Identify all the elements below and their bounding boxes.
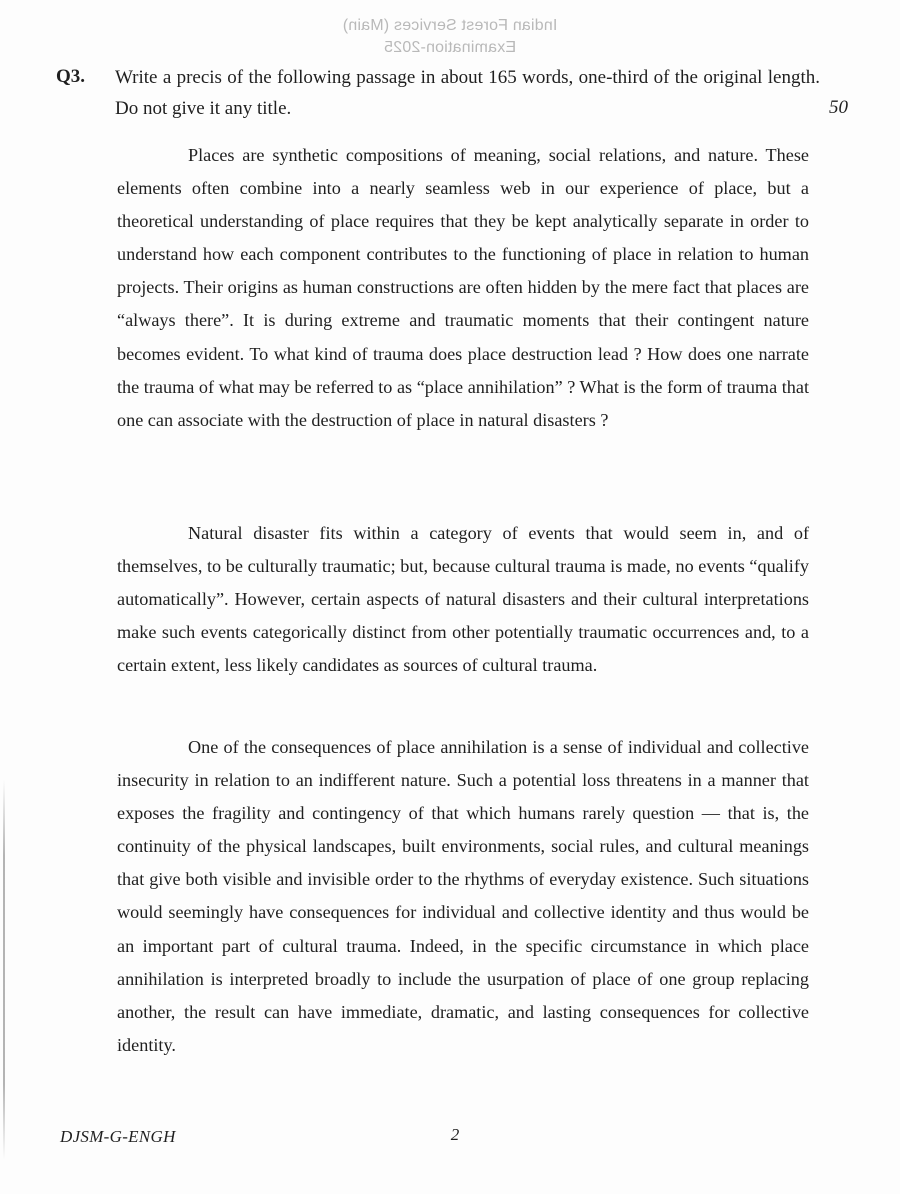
question-marks: 50 — [829, 97, 848, 118]
question-instruction: Write a precis of the following passage in about 165 words, one-third of the original length. Do not give it any title. — [115, 67, 820, 119]
page-edge-shadow — [3, 780, 5, 1160]
bleed-through-header-line2: Examination-2025 — [383, 39, 517, 56]
question-number: Q3. — [56, 66, 86, 87]
passage-paragraph-2: Natural disaster fits within a category of events that would seem in, and of themselves, to be culturally traumatic; but, because cultural trauma is made, no events “qualify automatically”. However, certain aspects of natural disasters and their cultural interpretations make such events categorically distinct from other potentially traumatic occurrences and, to a certain extent, less likely candidates as sources of cultural trauma. — [117, 523, 809, 676]
passage-paragraph-3: One of the consequences of place annihilation is a sense of individual and collective insecurity in relation to an indifferent nature. Such a potential loss threatens in a manner that exposes the fragility and contingency of that which humans rarely question — that is, the continuity of the physical landscapes, built environments, social rules, and cultural meanings that give both visible and invisible order to the rhythms of everyday existence. Such situations would seemingly have consequences for individual and collective identity and thus would be an important part of cultural trauma. Indeed, in the specific circumstance in which place annihilation is interpreted broadly to include the usurpation of place of one group replacing another, the result can have immediate, dramatic, and lasting consequences for collective identity. — [117, 737, 809, 1055]
page-number: 2 — [450, 1125, 460, 1144]
passage-paragraph-1: Places are synthetic compositions of meaning, social relations, and nature. These elements often combine into a nearly seamless web in our experience of place, but a theoretical understanding of place requires that they be kept analytically separate in order to understand how each component contributes to the functioning of place in relation to human projects. Their origins as human constructions are often hidden by the mere fact that places are “always there”. It is during extreme and traumatic moments that their contingent nature becomes evident. To what kind of trauma does place destruction lead ? How does one narrate the trauma of what may be referred to as “place annihilation” ? What is the form of trauma that one can associate with the destruction of place in natural disasters ? — [117, 145, 809, 430]
paper-code: DJSM-G-ENGH — [60, 1127, 176, 1146]
bleed-through-header-line1: Indian Forest Services (Main) — [342, 17, 558, 34]
